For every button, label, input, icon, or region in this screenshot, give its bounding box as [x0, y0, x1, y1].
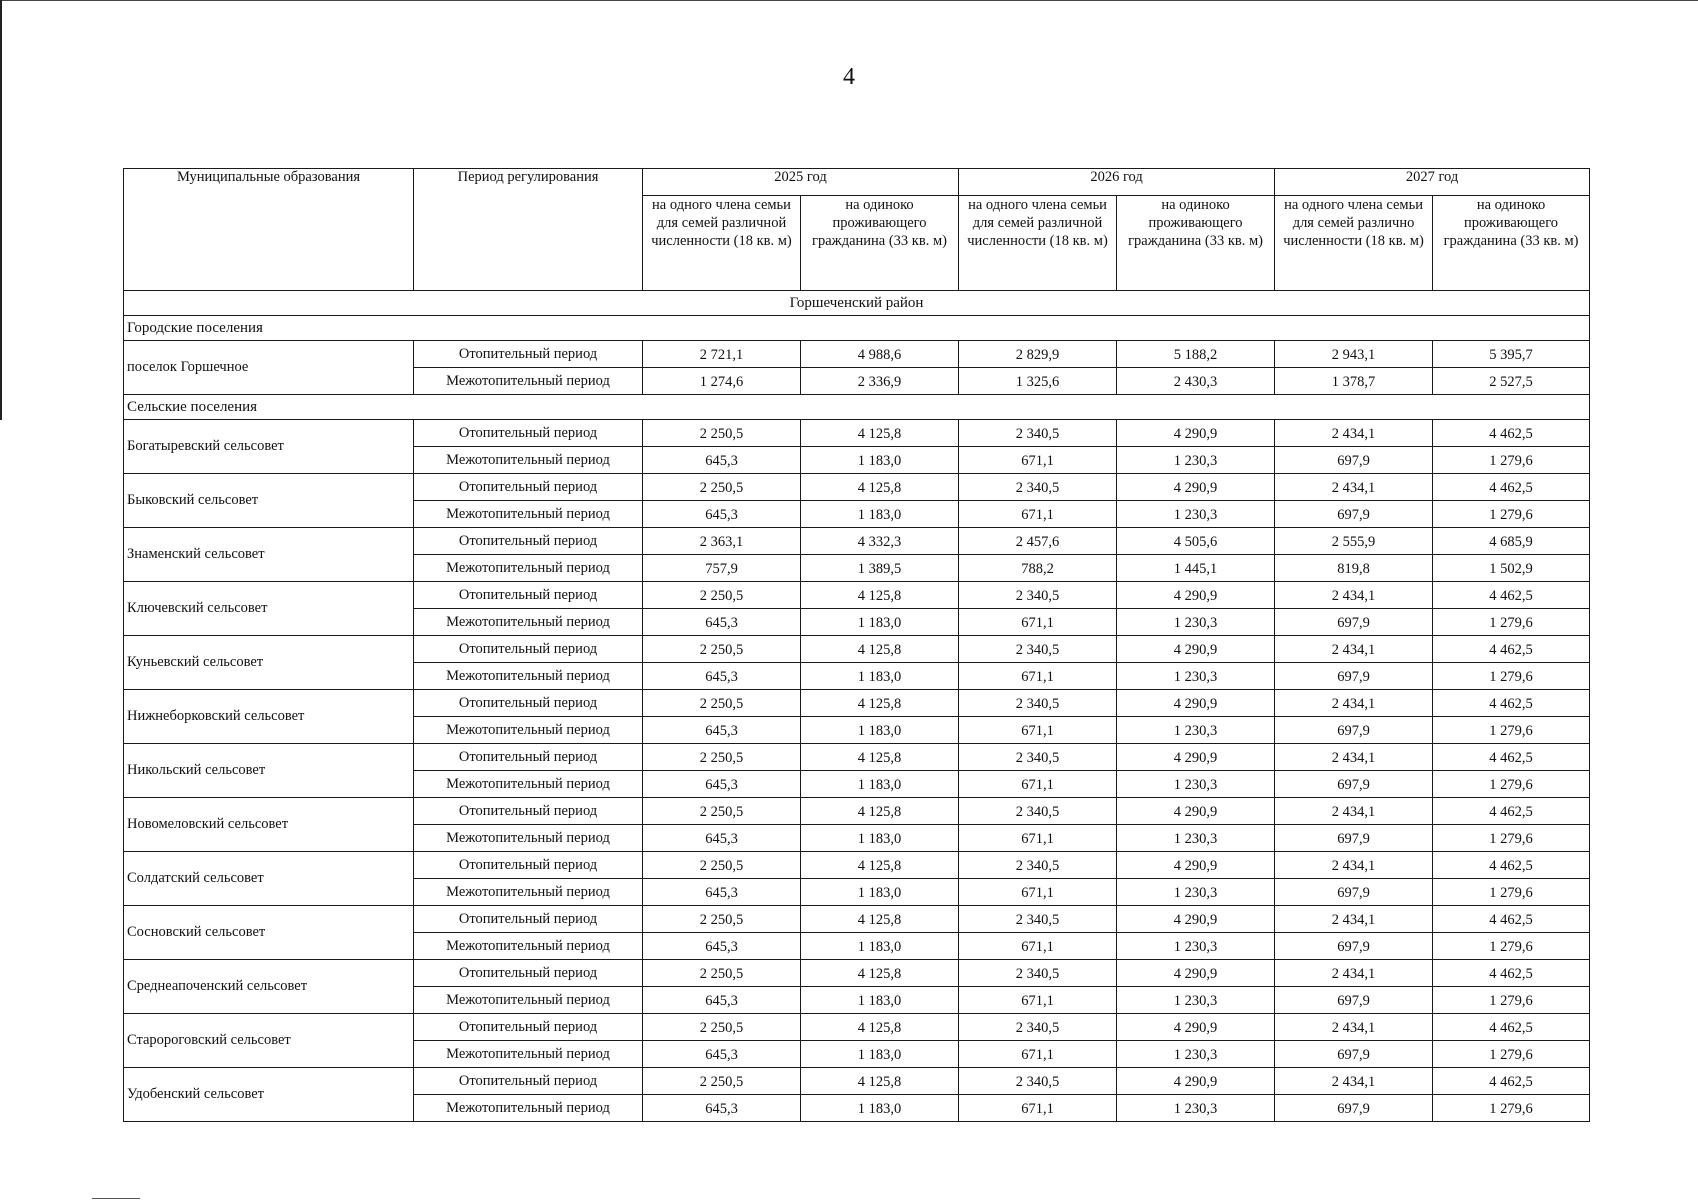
value-cell: 4 290,9	[1117, 420, 1275, 447]
value-cell: 2 250,5	[643, 474, 801, 501]
value-cell: 671,1	[959, 663, 1117, 690]
value-cell: 4 290,9	[1117, 798, 1275, 825]
group-title: Городские поселения	[124, 316, 1590, 341]
value-cell: 1 183,0	[801, 663, 959, 690]
value-cell: 4 290,9	[1117, 906, 1275, 933]
period-off-heating: Межотопительный период	[414, 879, 643, 906]
value-cell: 2 434,1	[1275, 1014, 1433, 1041]
value-cell: 2 250,5	[643, 906, 801, 933]
table-row	[124, 960, 1590, 987]
value-cell: 2 340,5	[959, 906, 1117, 933]
value-cell: 1 279,6	[1433, 501, 1590, 528]
header-sub-single: на одиноко проживающего гражданина (33 кв. м)	[1117, 196, 1275, 291]
value-cell: 697,9	[1275, 879, 1433, 906]
value-cell: 4 462,5	[1433, 474, 1590, 501]
period-off-heating: Межотопительный период	[414, 609, 643, 636]
value-cell: 4 290,9	[1117, 852, 1275, 879]
value-cell: 2 250,5	[643, 1068, 801, 1095]
municipality-name: Никольский сельсовет	[124, 744, 414, 798]
page-number: 4	[843, 64, 855, 90]
value-cell: 2 250,5	[643, 960, 801, 987]
value-cell: 1 183,0	[801, 1041, 959, 1068]
value-cell: 2 527,5	[1433, 368, 1590, 395]
value-cell: 671,1	[959, 501, 1117, 528]
value-cell: 671,1	[959, 879, 1117, 906]
header-period: Период регулирования	[414, 169, 643, 291]
value-cell: 1 274,6	[643, 368, 801, 395]
value-cell: 1 279,6	[1433, 1095, 1590, 1122]
period-off-heating: Межотопительный период	[414, 501, 643, 528]
value-cell: 5 188,2	[1117, 341, 1275, 368]
value-cell: 1 183,0	[801, 447, 959, 474]
value-cell: 4 462,5	[1433, 798, 1590, 825]
value-cell: 1 230,3	[1117, 825, 1275, 852]
value-cell: 4 125,8	[801, 798, 959, 825]
value-cell: 1 183,0	[801, 501, 959, 528]
value-cell: 1 183,0	[801, 771, 959, 798]
value-cell: 1 279,6	[1433, 663, 1590, 690]
value-cell: 2 340,5	[959, 420, 1117, 447]
municipality-name: Куньевский сельсовет	[124, 636, 414, 690]
value-cell: 1 230,3	[1117, 501, 1275, 528]
period-off-heating: Межотопительный период	[414, 825, 643, 852]
value-cell: 697,9	[1275, 987, 1433, 1014]
value-cell: 4 332,3	[801, 528, 959, 555]
value-cell: 1 279,6	[1433, 1041, 1590, 1068]
value-cell: 2 430,3	[1117, 368, 1275, 395]
value-cell: 4 290,9	[1117, 960, 1275, 987]
value-cell: 697,9	[1275, 771, 1433, 798]
value-cell: 1 230,3	[1117, 771, 1275, 798]
value-cell: 1 279,6	[1433, 825, 1590, 852]
table-row	[124, 690, 1590, 717]
value-cell: 671,1	[959, 825, 1117, 852]
municipality-name: Новомеловский сельсовет	[124, 798, 414, 852]
header-year-2027: 2027 год	[1275, 169, 1590, 196]
value-cell: 2 340,5	[959, 1014, 1117, 1041]
value-cell: 697,9	[1275, 501, 1433, 528]
municipality-name: Среднеапоченский сельсовет	[124, 960, 414, 1014]
value-cell: 4 290,9	[1117, 744, 1275, 771]
table-row	[124, 1014, 1590, 1041]
header-year-2026: 2026 год	[959, 169, 1275, 196]
value-cell: 1 230,3	[1117, 663, 1275, 690]
value-cell: 2 943,1	[1275, 341, 1433, 368]
value-cell: 1 230,3	[1117, 447, 1275, 474]
header-sub-single: на одиноко проживающего гражданина (33 кв. м)	[801, 196, 959, 291]
value-cell: 671,1	[959, 609, 1117, 636]
value-cell: 4 125,8	[801, 960, 959, 987]
scan-edge-left	[0, 0, 2, 420]
value-cell: 4 462,5	[1433, 582, 1590, 609]
value-cell: 2 250,5	[643, 690, 801, 717]
header-sub-single: на одиноко проживающего гражданина (33 кв. м)	[1433, 196, 1590, 291]
period-heating: Отопительный период	[414, 636, 643, 663]
period-off-heating: Межотопительный период	[414, 717, 643, 744]
municipality-name: Старороговский сельсовет	[124, 1014, 414, 1068]
value-cell: 2 457,6	[959, 528, 1117, 555]
value-cell: 2 250,5	[643, 1014, 801, 1041]
value-cell: 4 290,9	[1117, 474, 1275, 501]
value-cell: 671,1	[959, 1041, 1117, 1068]
value-cell: 1 183,0	[801, 717, 959, 744]
value-cell: 671,1	[959, 771, 1117, 798]
value-cell: 1 183,0	[801, 879, 959, 906]
value-cell: 1 230,3	[1117, 933, 1275, 960]
municipality-name: Нижнеборковский сельсовет	[124, 690, 414, 744]
value-cell: 4 125,8	[801, 852, 959, 879]
value-cell: 2 434,1	[1275, 690, 1433, 717]
value-cell: 2 363,1	[643, 528, 801, 555]
value-cell: 4 290,9	[1117, 582, 1275, 609]
value-cell: 671,1	[959, 1095, 1117, 1122]
header-municipalities: Муниципальные образования	[124, 169, 414, 291]
tariff-table	[123, 168, 1590, 1122]
period-heating: Отопительный период	[414, 744, 643, 771]
period-off-heating: Межотопительный период	[414, 987, 643, 1014]
value-cell: 1 389,5	[801, 555, 959, 582]
value-cell: 1 230,3	[1117, 717, 1275, 744]
value-cell: 4 462,5	[1433, 960, 1590, 987]
period-heating: Отопительный период	[414, 528, 643, 555]
value-cell: 4 125,8	[801, 1014, 959, 1041]
value-cell: 645,3	[643, 825, 801, 852]
municipality-name: Сосновский сельсовет	[124, 906, 414, 960]
table-row	[124, 474, 1590, 501]
table-row	[124, 906, 1590, 933]
value-cell: 1 279,6	[1433, 717, 1590, 744]
value-cell: 4 462,5	[1433, 1014, 1590, 1041]
value-cell: 2 250,5	[643, 852, 801, 879]
value-cell: 671,1	[959, 447, 1117, 474]
value-cell: 1 445,1	[1117, 555, 1275, 582]
municipality-name: Удобенский сельсовет	[124, 1068, 414, 1122]
header-sub-family: на одного члена семьи для семей различной численности (18 кв. м)	[959, 196, 1117, 291]
period-heating: Отопительный период	[414, 798, 643, 825]
group-title: Сельские поселения	[124, 395, 1590, 420]
value-cell: 4 685,9	[1433, 528, 1590, 555]
value-cell: 645,3	[643, 879, 801, 906]
value-cell: 2 434,1	[1275, 906, 1433, 933]
table-row	[124, 744, 1590, 771]
value-cell: 1 279,6	[1433, 609, 1590, 636]
value-cell: 819,8	[1275, 555, 1433, 582]
value-cell: 645,3	[643, 1041, 801, 1068]
value-cell: 4 290,9	[1117, 690, 1275, 717]
value-cell: 2 434,1	[1275, 852, 1433, 879]
table-row	[124, 420, 1590, 447]
municipality-name: поселок Горшечное	[124, 341, 414, 395]
value-cell: 645,3	[643, 447, 801, 474]
value-cell: 1 279,6	[1433, 879, 1590, 906]
value-cell: 697,9	[1275, 663, 1433, 690]
value-cell: 2 434,1	[1275, 636, 1433, 663]
municipality-name: Солдатский сельсовет	[124, 852, 414, 906]
value-cell: 2 250,5	[643, 636, 801, 663]
value-cell: 1 502,9	[1433, 555, 1590, 582]
value-cell: 2 829,9	[959, 341, 1117, 368]
header-sub-family: на одного члена семьи для семей различной численности (18 кв. м)	[643, 196, 801, 291]
value-cell: 4 505,6	[1117, 528, 1275, 555]
value-cell: 1 279,6	[1433, 987, 1590, 1014]
period-heating: Отопительный период	[414, 582, 643, 609]
value-cell: 645,3	[643, 987, 801, 1014]
period-heating: Отопительный период	[414, 1068, 643, 1095]
value-cell: 4 462,5	[1433, 636, 1590, 663]
value-cell: 645,3	[643, 717, 801, 744]
value-cell: 1 279,6	[1433, 447, 1590, 474]
value-cell: 4 125,8	[801, 1068, 959, 1095]
period-off-heating: Межотопительный период	[414, 447, 643, 474]
value-cell: 2 250,5	[643, 420, 801, 447]
value-cell: 697,9	[1275, 717, 1433, 744]
table-header	[124, 169, 1590, 291]
value-cell: 1 279,6	[1433, 771, 1590, 798]
value-cell: 2 434,1	[1275, 582, 1433, 609]
value-cell: 671,1	[959, 933, 1117, 960]
value-cell: 1 378,7	[1275, 368, 1433, 395]
table-row	[124, 341, 1590, 368]
value-cell: 4 988,6	[801, 341, 959, 368]
period-off-heating: Межотопительный период	[414, 1095, 643, 1122]
value-cell: 5 395,7	[1433, 341, 1590, 368]
value-cell: 671,1	[959, 717, 1117, 744]
value-cell: 2 434,1	[1275, 744, 1433, 771]
period-heating: Отопительный период	[414, 474, 643, 501]
period-heating: Отопительный период	[414, 420, 643, 447]
value-cell: 2 721,1	[643, 341, 801, 368]
value-cell: 4 290,9	[1117, 1068, 1275, 1095]
value-cell: 2 434,1	[1275, 420, 1433, 447]
value-cell: 2 340,5	[959, 690, 1117, 717]
period-heating: Отопительный период	[414, 1014, 643, 1041]
value-cell: 2 340,5	[959, 474, 1117, 501]
value-cell: 4 125,8	[801, 690, 959, 717]
value-cell: 697,9	[1275, 447, 1433, 474]
value-cell: 4 125,8	[801, 420, 959, 447]
value-cell: 697,9	[1275, 933, 1433, 960]
municipality-name: Быковский сельсовет	[124, 474, 414, 528]
value-cell: 4 462,5	[1433, 420, 1590, 447]
scan-edge-top	[0, 0, 1698, 1]
value-cell: 2 340,5	[959, 582, 1117, 609]
value-cell: 4 462,5	[1433, 1068, 1590, 1095]
value-cell: 2 250,5	[643, 744, 801, 771]
period-off-heating: Межотопительный период	[414, 663, 643, 690]
value-cell: 645,3	[643, 771, 801, 798]
header-sub-family: на одного члена семьи для семей различно численности (18 кв. м)	[1275, 196, 1433, 291]
table-body	[124, 291, 1590, 1122]
period-heating: Отопительный период	[414, 960, 643, 987]
table-row	[124, 582, 1590, 609]
value-cell: 1 183,0	[801, 609, 959, 636]
value-cell: 1 230,3	[1117, 609, 1275, 636]
value-cell: 2 434,1	[1275, 960, 1433, 987]
period-heating: Отопительный период	[414, 341, 643, 368]
table-row	[124, 852, 1590, 879]
value-cell: 645,3	[643, 933, 801, 960]
value-cell: 1 279,6	[1433, 933, 1590, 960]
table-row	[124, 528, 1590, 555]
period-off-heating: Межотопительный период	[414, 933, 643, 960]
period-heating: Отопительный период	[414, 690, 643, 717]
value-cell: 2 434,1	[1275, 798, 1433, 825]
value-cell: 697,9	[1275, 1041, 1433, 1068]
value-cell: 697,9	[1275, 609, 1433, 636]
value-cell: 2 340,5	[959, 798, 1117, 825]
value-cell: 4 125,8	[801, 474, 959, 501]
header-year-2025: 2025 год	[643, 169, 959, 196]
value-cell: 1 325,6	[959, 368, 1117, 395]
value-cell: 645,3	[643, 501, 801, 528]
value-cell: 1 230,3	[1117, 1095, 1275, 1122]
value-cell: 4 290,9	[1117, 1014, 1275, 1041]
period-off-heating: Межотопительный период	[414, 555, 643, 582]
value-cell: 645,3	[643, 1095, 801, 1122]
municipality-name: Ключевский сельсовет	[124, 582, 414, 636]
period-off-heating: Межотопительный период	[414, 368, 643, 395]
value-cell: 4 125,8	[801, 582, 959, 609]
table-row	[124, 1068, 1590, 1095]
value-cell: 1 183,0	[801, 987, 959, 1014]
period-off-heating: Межотопительный период	[414, 1041, 643, 1068]
value-cell: 2 250,5	[643, 798, 801, 825]
value-cell: 1 230,3	[1117, 879, 1275, 906]
value-cell: 4 462,5	[1433, 906, 1590, 933]
value-cell: 4 125,8	[801, 906, 959, 933]
value-cell: 2 434,1	[1275, 474, 1433, 501]
period-heating: Отопительный период	[414, 906, 643, 933]
value-cell: 4 125,8	[801, 636, 959, 663]
value-cell: 2 340,5	[959, 1068, 1117, 1095]
value-cell: 1 230,3	[1117, 987, 1275, 1014]
value-cell: 757,9	[643, 555, 801, 582]
value-cell: 645,3	[643, 609, 801, 636]
value-cell: 4 290,9	[1117, 636, 1275, 663]
value-cell: 1 183,0	[801, 1095, 959, 1122]
value-cell: 4 125,8	[801, 744, 959, 771]
value-cell: 788,2	[959, 555, 1117, 582]
value-cell: 671,1	[959, 987, 1117, 1014]
value-cell: 1 183,0	[801, 933, 959, 960]
table-row	[124, 636, 1590, 663]
value-cell: 2 340,5	[959, 744, 1117, 771]
value-cell: 1 230,3	[1117, 1041, 1275, 1068]
period-off-heating: Межотопительный период	[414, 771, 643, 798]
value-cell: 2 340,5	[959, 960, 1117, 987]
value-cell: 2 336,9	[801, 368, 959, 395]
value-cell: 2 340,5	[959, 852, 1117, 879]
municipality-name: Знаменский сельсовет	[124, 528, 414, 582]
value-cell: 697,9	[1275, 1095, 1433, 1122]
value-cell: 1 183,0	[801, 825, 959, 852]
value-cell: 4 462,5	[1433, 744, 1590, 771]
value-cell: 4 462,5	[1433, 690, 1590, 717]
table-row	[124, 798, 1590, 825]
value-cell: 2 555,9	[1275, 528, 1433, 555]
value-cell: 645,3	[643, 663, 801, 690]
value-cell: 4 462,5	[1433, 852, 1590, 879]
value-cell: 2 250,5	[643, 582, 801, 609]
footer-mark	[92, 1198, 140, 1199]
value-cell: 697,9	[1275, 825, 1433, 852]
period-heating: Отопительный период	[414, 852, 643, 879]
value-cell: 2 434,1	[1275, 1068, 1433, 1095]
value-cell: 2 340,5	[959, 636, 1117, 663]
district-title: Горшеченский район	[124, 291, 1590, 316]
municipality-name: Богатыревский сельсовет	[124, 420, 414, 474]
